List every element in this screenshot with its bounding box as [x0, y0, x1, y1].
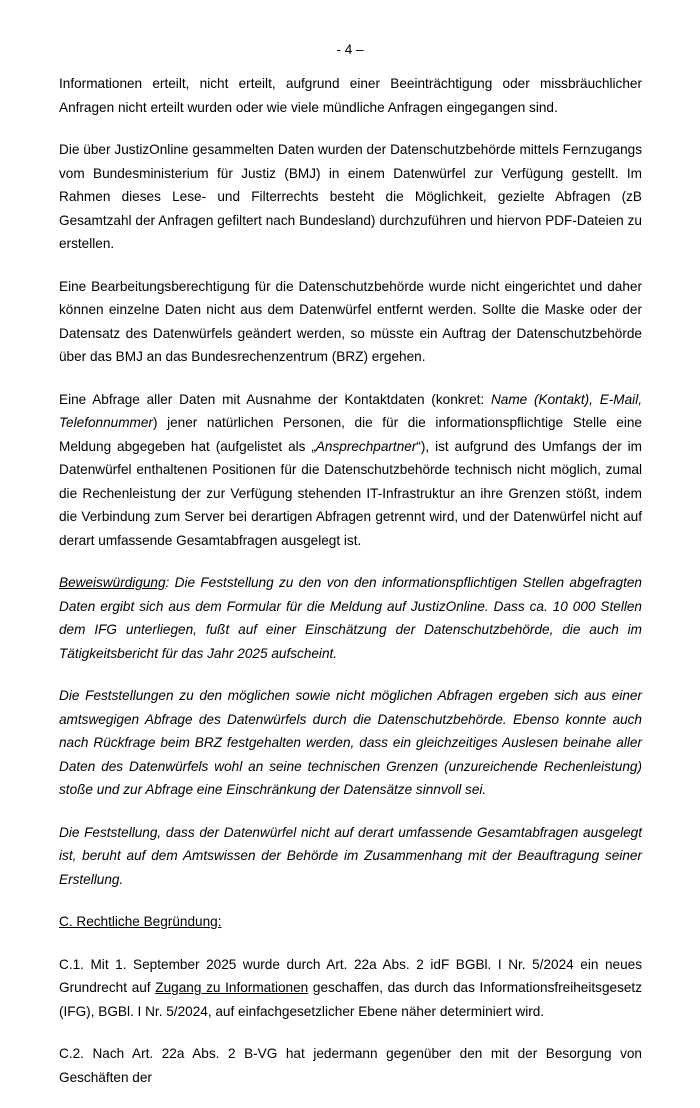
paragraph-4 — [59, 388, 642, 553]
paragraph-7: Die Feststellung, dass der Datenwürfel nicht auf derart umfassende Gesamtabfragen ausgelegt ist, beruht auf dem Amtswissen der Behörde im Zusammenhang mit der Beauftragung seiner Erstellung. — [59, 824, 642, 887]
paragraph-2: Die über JustizOnline gesammelten Daten wurden der Datenschutzbehörde mittels Fernzugangs vom Bundesministerium für Justiz (BMJ) in einem Datenwürfel zur Verfügung gestellt. Im Rahmen dieses Lese- und Filterrechts besteht die Möglichkeit, gezielte Abfragen (zB Gesamtzahl der Anfragen gefiltert nach Bundesland) durchzuführen und hiervon PDF-Dateien zu erstellen. — [59, 142, 642, 251]
paragraph-6: Die Feststellungen zu den möglichen sowie nicht möglichen Abfragen ergeben sich aus einer amtswegigen Abfrage des Datenwürfels durch die Datenschutzbehörde. Ebenso konnte auch nach Rückfrage beim BRZ festgehalten werden, dass ein gleichzeitiges Auslesen beinahe aller Daten des Datenwürfels wohl an seine technischen Grenzen (unzureichende Rechenleistung) stoße und zur Abfrage eine Einschränkung der Datensätze sinnvoll sei. — [59, 688, 642, 797]
paragraph-c2: C.2. Nach Art. 22a Abs. 2 B-VG hat jedermann gegenüber den mit der Besorgung von Geschäften der — [59, 1046, 642, 1085]
document-body — [59, 72, 642, 1108]
zugang-zu-informationen-link[interactable]: Zugang zu Informationen — [155, 980, 309, 995]
c1-text-a: C.1. Mit 1. September 2025 wurde durch Art. 22a Abs. 2 idF BGBl. I Nr. 5/2024 ein neues Grundrecht auf — [59, 956, 642, 995]
paragraph-c1 — [59, 953, 642, 1024]
p4-text-c: ) jener natürlichen Personen, die für die informationspflichtige Stelle eine Meldung abgegeben hat (aufgelistet als „ — [59, 415, 642, 454]
section-heading-c: C. Rechtliche Begründung: — [59, 914, 222, 929]
p4-text-a: Eine Abfrage aller Daten mit Ausnahme der Kontaktdaten (konkret: — [59, 391, 491, 407]
p4-contact-fields: Name (Kontakt), E-Mail, Telefonnummer — [59, 391, 642, 430]
p4-text-e: “), ist aufgrund des Umfangs der im Datenwürfel enthaltenen Positionen für die Datenschutzbehörde technisch nicht möglich, zumal die Rechenleistung der zur Verfügung stehenden IT-Infrastruktur an ihre Grenzen stößt, indem die Verbindung zum Server bei derartigen Abfragen getrennt wird, und der Datenwürfel nicht auf derart umfassende Gesamtabfragen ausgelegt ist. — [59, 438, 642, 548]
beweiswuerdigung-text: : Die Feststellung zu den von den informationspflichtigen Stellen abgefragten Daten ergibt sich aus dem Formular für die Meldung auf JustizOnline. Dass ca. 10 000 Stellen dem IFG unterliegen, fußt auf einer Einschätzung der Datenschutzbehörde, die auch im Tätigkeitsbericht für das Jahr 2025 aufscheint. — [59, 575, 642, 661]
c1-text-b: geschaffen, das durch das Informationsfreiheitsgesetz (IFG), BGBl. I Nr. 5/2024, auf einfachgesetzlicher Ebene näher determiniert wird. — [59, 980, 643, 1019]
page-number: - 4 – — [336, 42, 364, 57]
p4-ansprechpartner: Ansprechpartner — [315, 438, 417, 454]
paragraph-beweiswuerdigung — [59, 571, 642, 665]
beweiswuerdigung-heading: Beweiswürdigung — [59, 575, 166, 590]
paragraph-3: Eine Bearbeitungsberechtigung für die Datenschutzbehörde wurde nicht eingerichtet und daher können einzelne Daten nicht aus dem Datenwürfel entfernt werden. Sollte die Maske oder der Datensatz des Datenwürfels geändert werden, so müsste ein Auftrag der Datenschutzbehörde über das BMJ an das Bundesrechenzentrum (BRZ) ergehen. — [59, 278, 642, 364]
paragraph-1: Informationen erteilt, nicht erteilt, aufgrund einer Beeinträchtigung oder missbräuchlicher Anfragen nicht erteilt wurden oder wie viele mündliche Anfragen eingegangen sind. — [59, 76, 642, 115]
